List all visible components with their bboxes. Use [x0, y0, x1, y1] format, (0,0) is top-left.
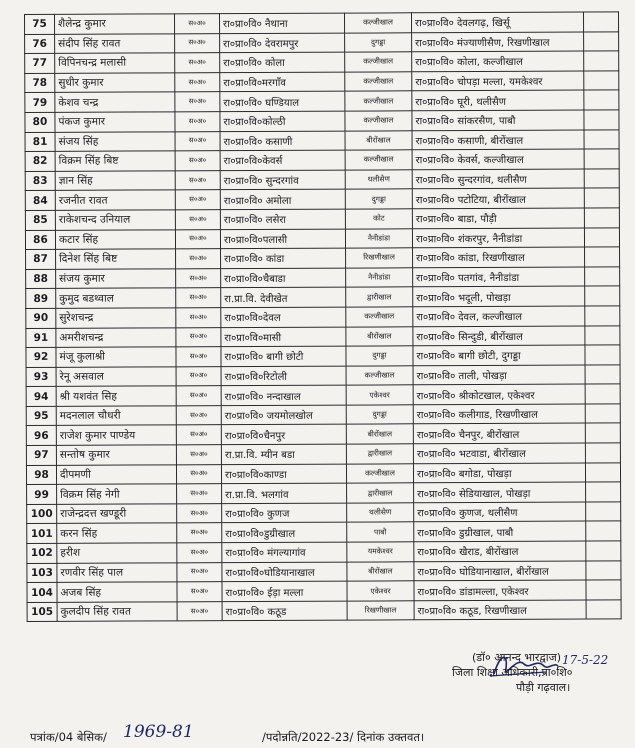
cell-current-school: रा०प्रा०वि० नन्दाखाल	[221, 385, 346, 405]
cell-blank	[586, 482, 621, 502]
cell-new-school: रा०प्रा०वि० भदूली, पोखड़ा	[413, 286, 585, 306]
cell-serial-number: 87	[26, 249, 56, 269]
table-row	[26, 404, 620, 426]
cell-current-school: रा०प्रा०वि० अमोला	[220, 189, 345, 209]
cell-post: स०अ०	[176, 445, 221, 465]
cell-current-school: रा०प्रा०वि० घण्डियाल	[220, 91, 345, 111]
cell-current-school: रा०प्रा०वि० मंगल्यागांव	[222, 542, 347, 562]
cell-new-school: रा०प्रा०वि० डुग्रीखाल, पाबौ	[414, 521, 586, 541]
cell-serial-number: 91	[26, 328, 56, 348]
cell-blank	[586, 521, 621, 541]
cell-blank	[585, 345, 620, 365]
cell-serial-number: 83	[25, 171, 55, 191]
cell-serial-number: 92	[26, 347, 56, 367]
cell-serial-number: 94	[26, 387, 56, 407]
cell-current-school: रा०प्रा०वि०देवल	[221, 307, 346, 327]
table-row	[26, 286, 620, 308]
cell-post: स०अ०	[177, 523, 222, 543]
cell-current-school: रा०प्रा०वि० कठूड	[222, 601, 347, 621]
cell-blank	[584, 90, 619, 110]
cell-new-school: रा०प्रा०वि० चैनपुर, बीरोंखाल	[413, 424, 585, 444]
officer-place: पौड़ी गढ़वाल।	[516, 681, 571, 694]
cell-current-school: रा०प्रा०वि०डुग्रीखाल	[222, 523, 347, 543]
cell-teacher-name: मंजू कुलाश्री	[56, 347, 176, 367]
cell-new-school: रा०प्रा०वि० कलीगाड, रिखणीखाल	[413, 404, 585, 424]
cell-new-school: रा०प्रा०वि० सिन्दुडी, बीरोंखाल	[413, 326, 585, 346]
cell-new-school: रा०प्रा०वि० बागी छोटी, दुगड्डा	[413, 345, 585, 365]
cell-current-school: रा०प्रा०वि०घोडियानाखाल	[222, 562, 347, 582]
cell-current-school: रा०प्रा०वि०केवर्स	[220, 150, 345, 170]
table-row	[25, 51, 619, 73]
cell-blank	[585, 463, 620, 483]
cell-post: स०अ०	[175, 112, 220, 132]
cell-new-school: रा०प्रा०वि० खैराड, बीरोंखाल	[414, 541, 586, 561]
cell-post: स०अ०	[176, 268, 221, 288]
cell-teacher-name: ज्ञान सिंह	[55, 171, 175, 191]
cell-serial-number: 77	[25, 54, 55, 74]
table-row	[26, 443, 620, 465]
cell-teacher-name: विक्रम सिंह बिष्ट	[55, 151, 175, 171]
cell-serial-number: 75	[25, 14, 55, 34]
cell-post: स०अ०	[176, 288, 221, 308]
cell-blank	[584, 227, 619, 247]
cell-blank	[584, 169, 619, 189]
cell-post: स०अ०	[175, 229, 220, 249]
signature-block	[452, 650, 627, 695]
cell-blank	[584, 208, 619, 228]
cell-post: स०अ०	[176, 249, 221, 269]
cell-teacher-name: राजेन्द्रदत्त खण्डूरी	[57, 504, 177, 524]
cell-serial-number: 81	[25, 132, 55, 152]
cell-post: स०अ०	[176, 464, 221, 484]
cell-new-school: रा०प्रा०वि० सांकरसैण, पाबौ	[412, 110, 584, 130]
cell-serial-number: 84	[25, 191, 55, 211]
cell-teacher-name: अजब सिंह	[57, 582, 177, 602]
cell-block: एकेश्वर	[346, 385, 413, 405]
cell-post: स०अ०	[177, 543, 222, 563]
cell-serial-number: 101	[27, 524, 57, 544]
cell-block: बीरोंखाल	[347, 561, 414, 581]
cell-block: दुगड्डा	[346, 405, 413, 425]
cell-new-school: रा०प्रा०वि० कुणज, थलीसैण	[414, 502, 586, 522]
cell-post: स०अ०	[175, 210, 220, 230]
cell-teacher-name: केशव चन्द्र	[55, 92, 175, 112]
cell-block: रिखणीखाल	[346, 248, 413, 268]
cell-new-school: रा०प्रा०वि० केवर्स, कल्जीखाल	[412, 149, 584, 169]
table-row	[25, 188, 619, 210]
cell-serial-number: 100	[27, 504, 57, 524]
cell-serial-number: 88	[26, 269, 56, 289]
cell-new-school: रा०प्रा०वि० कठूड, रिखणीखाल	[414, 600, 586, 620]
cell-serial-number: 82	[25, 152, 55, 172]
signature-date: 17-5-22	[562, 653, 609, 667]
cell-block: थलीसैण	[347, 503, 414, 523]
cell-current-school: रा०प्रा०वि० लसेरा	[220, 209, 345, 229]
cell-teacher-name: करन सिंह	[57, 523, 177, 543]
cell-block: बीरोंखाल	[345, 130, 412, 150]
table-row	[26, 267, 620, 289]
table-row	[26, 345, 620, 367]
cell-block: दुगड्डा	[345, 189, 412, 209]
cell-new-school: रा०प्रा०वि० श्रीकोटखाल, एकेश्वर	[413, 384, 585, 404]
table-row	[26, 384, 620, 406]
cell-blank	[584, 149, 619, 169]
cell-teacher-name: कटार सिंह	[55, 229, 175, 249]
reference-details: /पदोन्नति/2022-23/ दिनांक उक्तवत।	[262, 730, 425, 744]
cell-teacher-name: दिनेश सिंह बिष्ट	[56, 249, 176, 269]
cell-teacher-name: विपिनचन्द्र मलासी	[55, 53, 175, 73]
cell-blank	[586, 541, 621, 561]
cell-current-school: रा.प्रा.वि. म्यीन बडा	[221, 444, 346, 464]
cell-new-school: रा०प्रा०वि० कसाणी, बीरोंखाल	[412, 130, 584, 150]
cell-current-school: रा०प्रा०वि०रिटोली	[221, 366, 346, 386]
table-body	[25, 12, 622, 622]
handwritten-ref-number: 1969-81	[123, 722, 194, 742]
cell-current-school: रा०प्रा०वि०चैनपुर	[221, 425, 346, 445]
cell-teacher-name: रेनू असवाल	[56, 367, 176, 387]
cell-teacher-name: सुरेशचन्द्र	[56, 308, 176, 328]
cell-new-school: रा०प्रा०वि० देवल, कल्जीखाल	[413, 306, 585, 326]
cell-block: कोट	[345, 209, 412, 229]
cell-post: स०अ०	[175, 190, 220, 210]
cell-post: स०अ०	[175, 92, 220, 112]
cell-new-school: रा०प्रा०वि० पटोटिया, बीरोंखाल	[412, 188, 584, 208]
cell-current-school: रा०प्रा०वि०मासी	[221, 327, 346, 347]
cell-block: बीरोंखाल	[346, 424, 413, 444]
cell-serial-number: 76	[25, 34, 55, 54]
cell-new-school: रा०प्रा०वि० सेडियाखाल, पोखड़ा	[414, 482, 586, 502]
cell-block: कल्जीखाल	[345, 111, 412, 131]
cell-blank	[586, 502, 621, 522]
cell-serial-number: 98	[26, 465, 56, 485]
reference-prefix: पत्रांक/04 बेसिक/	[30, 730, 107, 744]
cell-serial-number: 105	[27, 602, 57, 622]
cell-blank	[584, 51, 619, 71]
table-row	[26, 306, 620, 328]
cell-serial-number: 78	[25, 73, 55, 93]
table-row	[25, 31, 619, 53]
table-row	[26, 247, 620, 269]
cell-current-school: रा०प्रा०वि० बागी छोटी	[221, 346, 346, 366]
cell-current-school: रा०प्रा०वि० देवरामपुर	[220, 33, 345, 53]
cell-post: स०अ०	[175, 131, 220, 151]
cell-post: स०अ०	[175, 72, 220, 92]
cell-teacher-name: राकेशचन्द उनियाल	[55, 210, 175, 230]
cell-current-school: रा०प्रा०वि०काण्डा	[221, 464, 346, 484]
table-row	[27, 600, 621, 622]
cell-block: नैनीडांडा	[345, 228, 412, 248]
cell-block: बीरोंखाल	[346, 326, 413, 346]
cell-serial-number: 80	[25, 112, 55, 132]
cell-teacher-name: संदीप सिंह रावत	[55, 33, 175, 53]
cell-blank	[584, 129, 619, 149]
cell-blank	[586, 580, 621, 600]
cell-post: स०अ०	[177, 562, 222, 582]
cell-new-school: रा०प्रा०वि० पतगांव, नैनीडांडा	[413, 267, 585, 287]
table-row	[26, 463, 620, 485]
cell-new-school: रा०प्रा०वि० घूरी, थलीसैण	[412, 90, 584, 110]
cell-post: स०अ०	[177, 601, 222, 621]
cell-teacher-name: सन्तोष कुमार	[56, 445, 176, 465]
table-row	[27, 521, 621, 543]
cell-block: दुगड्डा	[346, 346, 413, 366]
table-row	[26, 365, 620, 387]
cell-current-school: रा०प्रा०वि० कोला	[220, 52, 345, 72]
cell-serial-number: 85	[25, 210, 55, 230]
cell-blank	[585, 325, 620, 345]
cell-serial-number: 89	[26, 289, 56, 309]
transfer-list-table	[24, 11, 622, 622]
cell-block: कल्जीखाल	[346, 365, 413, 385]
cell-block: नैनीडांडा	[346, 268, 413, 288]
cell-current-school: रा०प्रा०वि० कुणज	[222, 503, 347, 523]
cell-teacher-name: रजनीत रावत	[55, 190, 175, 210]
cell-serial-number: 93	[26, 367, 56, 387]
cell-new-school: रा०प्रा०वि० डांडामल्ला, एकेश्वर	[414, 580, 586, 600]
cell-serial-number: 79	[25, 93, 55, 113]
cell-current-school: रा०प्रा०वि० कसाणी	[220, 131, 345, 151]
cell-teacher-name: मदनलाल चौधरी	[56, 406, 176, 426]
cell-blank	[585, 384, 620, 404]
cell-post: स०अ०	[175, 14, 220, 34]
cell-block: द्वारीखाल	[347, 483, 414, 503]
table-row	[26, 325, 620, 347]
cell-teacher-name: हरीश	[57, 543, 177, 563]
table-row	[25, 71, 619, 93]
table-row	[25, 129, 619, 151]
cell-current-school: रा.प्रा.वि. भलगांव	[222, 483, 347, 503]
cell-new-school: रा०प्रा०वि० चोपड़ा मल्ला, यमकेश्वर	[412, 71, 584, 91]
cell-blank	[585, 423, 620, 443]
officer-name: (डॉ० आनन्द भारद्वाज)	[472, 651, 562, 664]
cell-post: स०अ०	[175, 33, 220, 53]
cell-current-school: रा०प्रा०वि०चैबाडा	[221, 268, 346, 288]
cell-current-school: रा०प्रा०वि०कोल्ठी	[220, 111, 345, 131]
cell-serial-number: 99	[27, 485, 57, 505]
cell-blank	[585, 443, 620, 463]
cell-current-school: रा०प्रा०वि० जयमोलखोल	[221, 405, 346, 425]
cell-post: स०अ०	[176, 308, 221, 328]
cell-current-school: रा०प्रा०वि० नैथाना	[220, 13, 345, 33]
cell-block: पाबौ	[347, 522, 414, 542]
cell-blank	[586, 600, 621, 620]
cell-post: स०अ०	[176, 406, 221, 426]
cell-serial-number: 96	[26, 426, 56, 446]
cell-teacher-name: सुधीर कुमार	[55, 73, 175, 93]
table-row	[25, 169, 619, 191]
table-row	[25, 110, 619, 132]
cell-serial-number: 103	[27, 563, 57, 583]
cell-post: स०अ०	[176, 327, 221, 347]
table-row	[27, 561, 621, 583]
cell-post: स०अ०	[177, 484, 222, 504]
cell-teacher-name: श्री यशवंत सिह	[56, 386, 176, 406]
cell-blank	[583, 12, 618, 32]
cell-serial-number: 95	[26, 406, 56, 426]
cell-blank	[585, 365, 620, 385]
cell-current-school: रा.प्रा.वि. देवीखेत	[221, 287, 346, 307]
cell-post: स०अ०	[177, 503, 222, 523]
cell-teacher-name: दीपमणी	[56, 464, 176, 484]
cell-post: स०अ०	[176, 347, 221, 367]
cell-block: कल्जीखाल	[345, 91, 412, 111]
table-row	[27, 482, 621, 504]
cell-new-school: रा०प्रा०वि० बाडा, पौड़ी	[412, 208, 584, 228]
cell-new-school: रा०प्रा०वि० घोडियानाखाल, बीरोंखाल	[414, 561, 586, 581]
cell-blank	[585, 404, 620, 424]
table-row	[27, 580, 621, 602]
cell-block: कल्जीखाल	[345, 72, 412, 92]
cell-post: स०अ०	[175, 170, 220, 190]
cell-serial-number: 90	[26, 308, 56, 328]
cell-teacher-name: संजय सिंह	[55, 131, 175, 151]
table-row	[25, 12, 619, 34]
cell-current-school: रा०प्रा०वि० कांडा	[221, 248, 346, 268]
cell-new-school: रा०प्रा०वि० देवलगढ़, खिर्सू	[411, 12, 583, 32]
cell-block: रिखणीखाल	[347, 601, 414, 621]
cell-post: स०अ०	[175, 151, 220, 171]
cell-teacher-name: शैलेन्द्र कुमार	[55, 14, 175, 34]
cell-block: द्वारीखाल	[346, 287, 413, 307]
cell-block: थलीसैण	[345, 170, 412, 190]
cell-teacher-name: अमरीशचन्द्र	[56, 327, 176, 347]
table-row	[25, 149, 619, 171]
cell-blank	[584, 31, 619, 51]
cell-block: कल्जीखाल	[345, 150, 412, 170]
cell-teacher-name: कुलदीप सिंह रावत	[57, 602, 177, 622]
cell-new-school: रा०प्रा०वि० बगोडा, पोखड़ा	[413, 463, 585, 483]
cell-blank	[585, 267, 620, 287]
table-row	[25, 227, 619, 249]
table-row	[27, 541, 621, 563]
cell-current-school: रा०प्रा०वि० ईड़ा मल्ला	[222, 581, 347, 601]
cell-blank	[584, 188, 619, 208]
cell-block: द्वारीखाल	[346, 444, 413, 464]
cell-new-school: रा०प्रा०वि० भटवाडा, बीरोंखाल	[413, 443, 585, 463]
cell-block: कल्जीखाल	[345, 52, 412, 72]
cell-block: कल्जीखाल	[346, 307, 413, 327]
cell-serial-number: 86	[25, 230, 55, 250]
cell-teacher-name: रणवीर सिंह पाल	[57, 562, 177, 582]
cell-serial-number: 102	[27, 543, 57, 563]
cell-teacher-name: संजय कुमार	[56, 269, 176, 289]
cell-new-school: रा०प्रा०वि० शंकरपुर, नैनीडांडा	[412, 228, 584, 248]
cell-blank	[585, 286, 620, 306]
cell-current-school: रा०प्रा०वि०पलासी	[220, 229, 345, 249]
cell-teacher-name: विक्रम सिंह नेगी	[57, 484, 177, 504]
cell-teacher-name: राजेश कुमार पाण्डेय	[56, 425, 176, 445]
table-row	[26, 423, 620, 445]
cell-new-school: रा०प्रा०वि० कोला, कल्जीखाल	[412, 51, 584, 71]
cell-post: स०अ०	[175, 53, 220, 73]
table-row	[25, 90, 619, 112]
cell-blank	[585, 306, 620, 326]
cell-new-school: रा०प्रा०वि० ताली, पोखड़ा	[413, 365, 585, 385]
cell-blank	[584, 110, 619, 130]
cell-post: स०अ०	[176, 425, 221, 445]
cell-blank	[586, 561, 621, 581]
cell-block: कल्जीखाल	[346, 463, 413, 483]
cell-post: स०अ०	[177, 582, 222, 602]
cell-new-school: रा०प्रा०वि० सुन्दरगांव, थलीसैण	[412, 169, 584, 189]
cell-blank	[584, 71, 619, 91]
cell-new-school: रा०प्रा०वि० कांडा, रिखणीखाल	[413, 247, 585, 267]
cell-block: एकेश्वर	[347, 581, 414, 601]
table-row	[27, 502, 621, 524]
cell-current-school: रा०प्रा०वि०मरगाँव	[220, 72, 345, 92]
cell-block: कल्जीखाल	[344, 13, 411, 33]
cell-serial-number: 104	[27, 583, 57, 603]
cell-post: स०अ०	[176, 386, 221, 406]
cell-current-school: रा०प्रा०वि० सुन्दरगांव	[220, 170, 345, 190]
cell-blank	[585, 247, 620, 267]
cell-post: स०अ०	[176, 366, 221, 386]
cell-block: दुगड्डा	[345, 32, 412, 52]
officer-designation: जिला शिक्षा अधिकारी,प्रा०शि०	[452, 666, 573, 679]
cell-new-school: रा०प्रा०वि० मंज्याणीसैण, रिखणीखाल	[412, 32, 584, 52]
cell-teacher-name: कुमुद बडथ्वाल	[56, 288, 176, 308]
cell-teacher-name: पंकज कुमार	[55, 112, 175, 132]
table-row	[25, 208, 619, 230]
cell-block: यमकेश्वर	[347, 542, 414, 562]
cell-serial-number: 97	[26, 445, 56, 465]
